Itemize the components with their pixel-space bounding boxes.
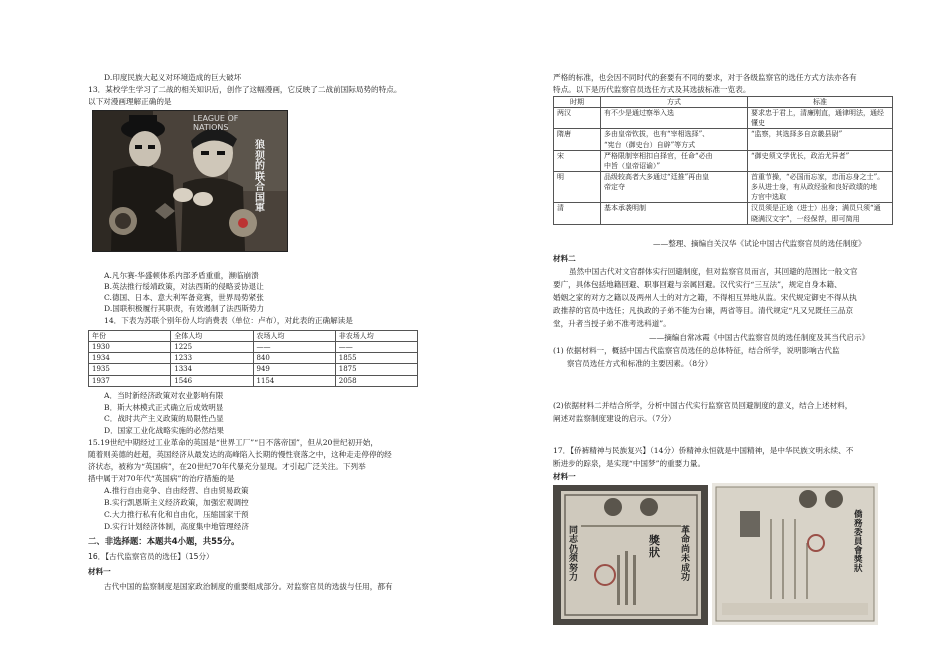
table-header: 方式 xyxy=(601,97,748,108)
table-cell: 1334 xyxy=(171,364,253,375)
q13-option-d: D.国联积极履行其职责，有效遏制了法西斯势力 xyxy=(104,304,265,313)
cartoon-banner: LEAGUE OF NATIONS xyxy=(193,114,239,132)
table-cell: 1546 xyxy=(171,375,253,386)
cell-line: 方官中选取 xyxy=(751,193,786,202)
table-row xyxy=(89,342,418,353)
table-header-row xyxy=(89,331,418,342)
question-1: (1) 依据材料一，概括中国古代监察官员选任的总体特征，结合所学，说明影响古代监 xyxy=(553,346,840,355)
q13-option-a: A.凡尔赛-华盛顿体系内部矛盾重重，濒临崩溃 xyxy=(104,271,259,280)
table-cell: 1225 xyxy=(171,342,253,353)
certificate-2-title: 僑務委員會獎狀 xyxy=(854,510,863,574)
intro-line: 严格的标准，也会因不同时代的套要有不同的要求，对于各级监察官的选任方式方法亦各有 xyxy=(553,73,857,82)
table-row xyxy=(89,375,418,386)
q14-option-b: B．斯大林模式正式确立后成效明显 xyxy=(104,403,224,412)
table-cell xyxy=(748,150,893,171)
cell-line: 基本承袭明制 xyxy=(604,204,646,213)
table-cell: 1154 xyxy=(253,375,335,386)
table-header-row xyxy=(554,97,893,108)
q15-option-c: C.大力推行私有化和自由化，压缩国家干预 xyxy=(104,510,249,519)
cell-line: 中旨（皇帝诏谕）” xyxy=(604,161,661,170)
table-cell: 949 xyxy=(253,364,335,375)
table-cell: 1233 xyxy=(171,353,253,364)
table-cell: —— xyxy=(253,342,335,353)
table-cell: 1935 xyxy=(89,364,171,375)
table-cell: 1875 xyxy=(335,364,417,375)
consumption-table xyxy=(88,330,418,387)
table-header: 时期 xyxy=(554,97,601,108)
table-row xyxy=(89,364,418,375)
cell-line: 晓满汉文字”，一经保荐，即可简用 xyxy=(751,214,860,223)
q13-option-b: B.英法推行绥靖政策，对法西斯的侵略妥协退让 xyxy=(104,282,264,291)
table-cell: 清 xyxy=(554,203,601,224)
cell-line: 懂史 xyxy=(751,119,765,128)
q15-stem-line: 措中属于对70年代“英国病”的治疗措施的是 xyxy=(88,474,235,483)
cell-line: “监察，其选择多自京畿县尉” xyxy=(751,130,843,139)
table-cell: 1934 xyxy=(89,353,171,364)
material-text: 婚姻之家的对方之籍以及两州人士的对方之籍，不得相互异地从监。宋代规定御史不得从执 xyxy=(553,293,857,302)
q13-option-c: C.德国、日本、意大利军备竞赛，世界局势紧张 xyxy=(104,293,264,302)
cell-line: 严格限制宰相扣自择官，任命“必由 xyxy=(604,151,713,160)
q17-stem: 断进步的踪泉，是实现“中国梦”的重要力量。 xyxy=(553,459,706,468)
q15-stem-line: 济状态，被称为“英国病”，在20世纪70年代暴充分显现。才引起广泛关注。下列举 xyxy=(88,462,366,471)
material-text: 政推荐的官员中选任；凡执政的子弟不能为台谏，两省等目。清代规定“凡又兄既任三品京 xyxy=(553,306,854,315)
certificate-1-left-text: 同志仍须努力 xyxy=(569,526,579,584)
material-text: 堂，升者当授子弟不准考选科道”。 xyxy=(553,319,671,328)
table-row xyxy=(554,129,893,150)
table-row xyxy=(554,171,893,202)
cell-line: 多由皇帝钦拔，也有“宰相选择”、 xyxy=(604,130,710,139)
material-label: 材料二 xyxy=(553,254,576,263)
question-2: 阐述对监察制度建设的启示。（7分） xyxy=(553,414,676,423)
cell-line: 帝定夺 xyxy=(604,183,625,192)
certificate-1-title: 獎狀 xyxy=(649,534,660,559)
table-cell xyxy=(748,203,893,224)
certificate-1-right-text: 革命尚未成功 xyxy=(681,526,691,584)
material-label: 材料一 xyxy=(88,567,111,576)
section-heading: 二、非选择题：本题共4小题，共55分。 xyxy=(88,536,240,546)
cell-line: 品级较高者大多通过“廷推”再由皇 xyxy=(604,172,710,181)
table-cell: 1930 xyxy=(89,342,171,353)
q14-option-c: C．战时共产主义政策的局限性凸显 xyxy=(104,414,224,423)
q13-stem-line2: 以下对漫画理解正确的是 xyxy=(88,97,172,106)
q14-option-a: A．当时新经济政策对农业影响有限 xyxy=(104,391,224,400)
selection-table xyxy=(553,96,893,225)
table-header: 年份 xyxy=(89,331,171,342)
q17-stem: 17．【侨裤精神与民族复兴】（14分）侨精神永恒就是中国精神，是中华民族文明永续、不 xyxy=(553,446,854,455)
q16-title: 16．【古代监察官员的选任】（15分） xyxy=(88,552,214,561)
table-header: 非农场人均 xyxy=(335,331,417,342)
cell-line: 有不少是通过察举入选 xyxy=(604,109,674,118)
cell-line: 首重节操，“必国而忘家，忠而忘身之士”。 xyxy=(751,172,885,181)
table-cell xyxy=(748,108,893,129)
cell-line: “御史须文学优长，政治尤异者” xyxy=(751,151,850,160)
table-cell: 宋 xyxy=(554,150,601,171)
table-row xyxy=(554,108,893,129)
table-cell xyxy=(601,150,748,171)
q12-option-d: D.印度民族大起义对环境造成的巨大破坏 xyxy=(104,73,242,82)
cell-line: 要求忠于君上，清廉刚直，通律明法，通经 xyxy=(751,109,884,118)
table-header: 标准 xyxy=(748,97,893,108)
table-cell: 840 xyxy=(253,353,335,364)
intro-line: 特点。以下是历代监察官员选任方式及其选拔标准一览表。 xyxy=(553,85,751,94)
political-cartoon xyxy=(92,110,288,252)
question-1: 察官员选任方式和标准的主要因素。（8分） xyxy=(567,359,713,368)
cell-line: “宪台（御史台）自辟”等方式 xyxy=(604,140,696,149)
q14-stem: 14．下表为苏联个别年份人均消费表（单位：卢布），对此表的正确解读是 xyxy=(104,316,353,325)
table-cell: 两汉 xyxy=(554,108,601,129)
cell-line: 汉员须是正途（进士）出身；满员只须“通 xyxy=(751,204,881,213)
material-text: 要广，具体包括地籍回避、职事回避与亲属回避。汉代实行“三互法”，规定自身本籍、 xyxy=(553,280,842,289)
table-cell: 明 xyxy=(554,171,601,202)
material-text: 古代中国的监察制度是国家政治制度的重要组成部分。对监察官员的选拔与任用，都有 xyxy=(104,582,393,591)
table-cell xyxy=(601,203,748,224)
cell-line: 多从进士身，有从政经验和良好政绩的地 xyxy=(751,183,877,192)
table-row xyxy=(89,353,418,364)
table-header: 全体人均 xyxy=(171,331,253,342)
table-cell xyxy=(748,171,893,202)
certificate-photo-1 xyxy=(553,485,708,625)
q15-option-d: D.实行计划经济体制，高度集中地管理经济 xyxy=(104,522,249,531)
q14-option-d: D．国家工业化战略实施的必然结果 xyxy=(104,426,224,435)
table-cell: 1937 xyxy=(89,375,171,386)
cartoon-vertical-caption: 狼狈的联合国軍 xyxy=(255,140,265,214)
table-cell: 1855 xyxy=(335,353,417,364)
table-header: 农场人均 xyxy=(253,331,335,342)
table-cell xyxy=(748,129,893,150)
table-cell xyxy=(601,108,748,129)
q13-stem-line1: 13．某校学生学习了二战的相关知识后，创作了这幅漫画，它反映了二战前国际局势的特点。 xyxy=(88,85,402,94)
material-text: 虽然中国古代对文官群体实行回避制度，但对监察官员而言，其回避的范围比一般文官 xyxy=(569,267,858,276)
q15-stem-line: 随着则美德的赶超，英国经济从最发达的高峰陷入长期的慢性衰落之中，这种走走停停的经 xyxy=(88,450,392,459)
table-cell: 2058 xyxy=(335,375,417,386)
table-cell: —— xyxy=(335,342,417,353)
q15-option-b: B.实行凯恩斯主义经济政策，加强宏观调控 xyxy=(104,498,249,507)
q15-stem-line: 15.19世纪中期经过工业革命的英国是“世界工厂”“日不落帝国”，但从20世纪初开始， xyxy=(88,438,378,447)
source-citation: ——摘编自常冰霞《中国古代监察官员的选任制度及其当代启示》 xyxy=(649,333,870,342)
table-row xyxy=(554,203,893,224)
question-2: (2)依据材料二并结合所学，分析中国古代实行监察官员回避制度的意义，结合上述材料， xyxy=(553,401,853,410)
source-citation: ——整理、摘编自关汉华《试论中国古代监察官员的选任制度》 xyxy=(653,239,866,248)
certificate-photo-2 xyxy=(712,483,878,625)
table-cell xyxy=(601,171,748,202)
table-cell xyxy=(601,129,748,150)
table-row xyxy=(554,150,893,171)
q15-option-a: A.推行自由竞争、自由经营、自由贸易政策 xyxy=(104,486,249,495)
material-label: 材料一 xyxy=(553,472,576,481)
table-cell: 隋唐 xyxy=(554,129,601,150)
